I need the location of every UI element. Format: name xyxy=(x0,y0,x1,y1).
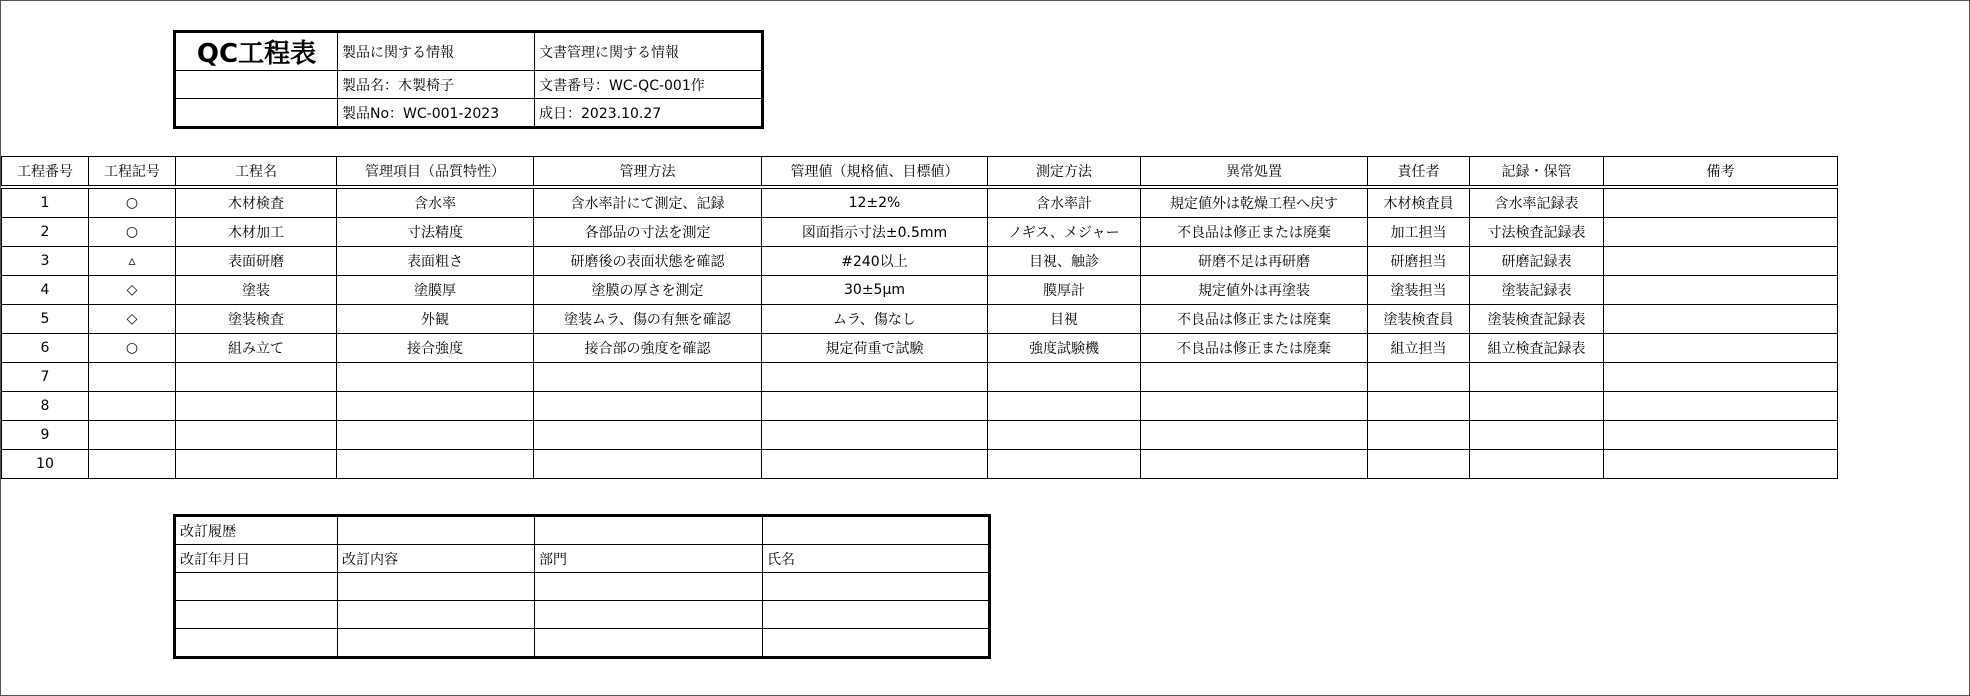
table-cell xyxy=(1470,450,1604,479)
revision-empty-cell xyxy=(763,516,990,545)
table-row xyxy=(2,421,1838,450)
table-cell: 3 xyxy=(2,247,89,276)
table-cell xyxy=(176,450,337,479)
table-cell xyxy=(762,363,988,392)
table-cell: ○ xyxy=(89,187,176,218)
table-cell xyxy=(1141,421,1368,450)
table-cell: 含水率記録表 xyxy=(1470,187,1604,218)
revision-header-date: 改訂年月日 xyxy=(175,545,338,573)
table-cell xyxy=(762,392,988,421)
revision-cell xyxy=(763,629,990,658)
table-cell: 図面指示寸法±0.5mm xyxy=(762,218,988,247)
revision-cell xyxy=(535,601,763,629)
created-date: 成日：2023.10.27 xyxy=(535,99,763,128)
product-name: 製品名：木製椅子 xyxy=(338,71,535,99)
table-cell xyxy=(1368,392,1470,421)
column-header: 備考 xyxy=(1604,157,1838,188)
table-cell: 規定荷重で試験 xyxy=(762,334,988,363)
table-cell xyxy=(762,421,988,450)
table-cell xyxy=(534,421,762,450)
table-cell: 含水率計にて測定、記録 xyxy=(534,187,762,218)
revision-header-name: 氏名 xyxy=(763,545,990,573)
column-header: 記録・保管 xyxy=(1470,157,1604,188)
table-cell xyxy=(176,363,337,392)
revision-empty-cell xyxy=(535,516,763,545)
revision-row xyxy=(175,629,990,658)
table-cell xyxy=(1604,305,1838,334)
table-cell: 不良品は修正または廃棄 xyxy=(1141,334,1368,363)
revision-empty-cell xyxy=(338,516,535,545)
table-cell xyxy=(1604,187,1838,218)
table-cell xyxy=(176,421,337,450)
table-cell xyxy=(337,421,534,450)
table-cell xyxy=(89,363,176,392)
table-cell xyxy=(1604,218,1838,247)
table-cell xyxy=(534,363,762,392)
table-cell: 塗膜の厚さを測定 xyxy=(534,276,762,305)
table-cell: 不良品は修正または廃棄 xyxy=(1141,218,1368,247)
table-cell xyxy=(1470,421,1604,450)
table-cell xyxy=(534,450,762,479)
table-cell: 組立担当 xyxy=(1368,334,1470,363)
column-header: 管理項目（品質特性） xyxy=(337,157,534,188)
revision-cell xyxy=(175,601,338,629)
table-cell: 塗装検査員 xyxy=(1368,305,1470,334)
table-cell: 研磨記録表 xyxy=(1470,247,1604,276)
table-cell: 不良品は修正または廃棄 xyxy=(1141,305,1368,334)
document-title: QC工程表 xyxy=(175,32,338,71)
table-cell: 外観 xyxy=(337,305,534,334)
revision-cell xyxy=(175,629,338,658)
table-row xyxy=(2,305,1838,334)
table-row xyxy=(2,276,1838,305)
revision-cell xyxy=(763,573,990,601)
table-cell: 各部品の寸法を測定 xyxy=(534,218,762,247)
revision-cell xyxy=(535,573,763,601)
table-cell: ◇ xyxy=(89,305,176,334)
process-table-body xyxy=(2,187,1838,479)
table-cell: 9 xyxy=(2,421,89,450)
table-cell xyxy=(1141,450,1368,479)
table-cell: 7 xyxy=(2,363,89,392)
table-cell: 2 xyxy=(2,218,89,247)
table-cell: 塗装記録表 xyxy=(1470,276,1604,305)
table-cell xyxy=(1604,421,1838,450)
document-header-table xyxy=(173,30,764,129)
table-cell xyxy=(1470,392,1604,421)
table-cell xyxy=(1368,363,1470,392)
table-cell xyxy=(1604,247,1838,276)
revision-cell xyxy=(535,629,763,658)
table-cell xyxy=(988,392,1141,421)
table-cell xyxy=(1470,363,1604,392)
table-cell: 塗膜厚 xyxy=(337,276,534,305)
table-cell: ○ xyxy=(89,218,176,247)
table-cell: ○ xyxy=(89,334,176,363)
column-header: 責任者 xyxy=(1368,157,1470,188)
table-row xyxy=(2,363,1838,392)
column-header: 管理方法 xyxy=(534,157,762,188)
table-cell xyxy=(1604,392,1838,421)
table-cell: 接合強度 xyxy=(337,334,534,363)
table-cell: 1 xyxy=(2,187,89,218)
table-row xyxy=(2,218,1838,247)
table-cell xyxy=(337,363,534,392)
table-cell: 木材加工 xyxy=(176,218,337,247)
revision-header-content: 改訂内容 xyxy=(338,545,535,573)
table-cell xyxy=(1604,450,1838,479)
table-cell: 膜厚計 xyxy=(988,276,1141,305)
process-table-header xyxy=(2,157,1838,188)
table-cell: 木材検査 xyxy=(176,187,337,218)
revision-cell xyxy=(338,601,535,629)
table-cell xyxy=(1604,363,1838,392)
table-cell: 表面研磨 xyxy=(176,247,337,276)
table-cell xyxy=(762,450,988,479)
table-cell xyxy=(988,450,1141,479)
table-cell: 30±5μm xyxy=(762,276,988,305)
product-info-label: 製品に関する情報 xyxy=(338,32,535,71)
table-cell xyxy=(176,392,337,421)
table-cell xyxy=(1604,334,1838,363)
table-cell xyxy=(988,363,1141,392)
revision-row xyxy=(175,573,990,601)
revision-title: 改訂履歴 xyxy=(175,516,338,545)
column-header: 工程番号 xyxy=(2,157,89,188)
table-cell: 目視 xyxy=(988,305,1141,334)
table-cell: 規定値外は乾燥工程へ戻す xyxy=(1141,187,1368,218)
table-cell xyxy=(337,392,534,421)
column-header: 測定方法 xyxy=(988,157,1141,188)
revision-cell xyxy=(175,573,338,601)
table-cell xyxy=(1141,392,1368,421)
table-cell: ムラ、傷なし xyxy=(762,305,988,334)
table-row xyxy=(2,334,1838,363)
revision-header-department: 部門 xyxy=(535,545,763,573)
table-cell xyxy=(337,450,534,479)
table-cell: 研磨担当 xyxy=(1368,247,1470,276)
column-header: 工程名 xyxy=(176,157,337,188)
table-cell xyxy=(1604,276,1838,305)
table-cell xyxy=(1368,421,1470,450)
table-cell xyxy=(988,421,1141,450)
table-cell: 組立検査記録表 xyxy=(1470,334,1604,363)
table-row xyxy=(2,247,1838,276)
table-cell xyxy=(89,450,176,479)
column-header: 異常処置 xyxy=(1141,157,1368,188)
table-cell: 寸法検査記録表 xyxy=(1470,218,1604,247)
table-cell xyxy=(1141,363,1368,392)
revision-cell xyxy=(763,601,990,629)
table-cell: 12±2% xyxy=(762,187,988,218)
table-cell: 6 xyxy=(2,334,89,363)
table-cell: 塗装 xyxy=(176,276,337,305)
table-cell: ◇ xyxy=(89,276,176,305)
table-cell: 研磨不足は再研磨 xyxy=(1141,247,1368,276)
table-cell: 木材検査員 xyxy=(1368,187,1470,218)
table-cell: 塗装検査 xyxy=(176,305,337,334)
table-row xyxy=(2,450,1838,479)
table-cell: 4 xyxy=(2,276,89,305)
table-cell: 寸法精度 xyxy=(337,218,534,247)
doc-number: 文書番号：WC-QC-001作 xyxy=(535,71,763,99)
table-cell: 加工担当 xyxy=(1368,218,1470,247)
qc-process-table xyxy=(1,156,1838,479)
table-cell: 規定値外は再塗装 xyxy=(1141,276,1368,305)
doc-info-label: 文書管理に関する情報 xyxy=(535,32,763,71)
table-cell: 研磨後の表面状態を確認 xyxy=(534,247,762,276)
table-cell: 接合部の強度を確認 xyxy=(534,334,762,363)
table-cell: 含水率計 xyxy=(988,187,1141,218)
revision-row xyxy=(175,601,990,629)
table-cell: ▵ xyxy=(89,247,176,276)
table-cell: 組み立て xyxy=(176,334,337,363)
table-cell: 塗装ムラ、傷の有無を確認 xyxy=(534,305,762,334)
column-header: 工程記号 xyxy=(89,157,176,188)
table-cell: ノギス、メジャー xyxy=(988,218,1141,247)
product-no: 製品No：WC-001-2023 xyxy=(338,99,535,128)
revision-cell xyxy=(338,629,535,658)
header-empty-cell xyxy=(175,71,338,99)
table-row xyxy=(2,392,1838,421)
column-header: 管理値（規格値、目標値） xyxy=(762,157,988,188)
table-cell xyxy=(89,392,176,421)
revision-history-table xyxy=(173,514,991,659)
table-cell: 強度試験機 xyxy=(988,334,1141,363)
table-cell: 目視、触診 xyxy=(988,247,1141,276)
header-empty-cell xyxy=(175,99,338,128)
revision-cell xyxy=(338,573,535,601)
table-cell: 5 xyxy=(2,305,89,334)
table-cell: #240以上 xyxy=(762,247,988,276)
table-cell: 塗装検査記録表 xyxy=(1470,305,1604,334)
table-cell: 塗装担当 xyxy=(1368,276,1470,305)
table-cell xyxy=(1368,450,1470,479)
table-cell: 10 xyxy=(2,450,89,479)
table-cell: 8 xyxy=(2,392,89,421)
table-cell: 表面粗さ xyxy=(337,247,534,276)
table-cell: 含水率 xyxy=(337,187,534,218)
table-cell xyxy=(534,392,762,421)
table-cell xyxy=(89,421,176,450)
table-row xyxy=(2,187,1838,218)
